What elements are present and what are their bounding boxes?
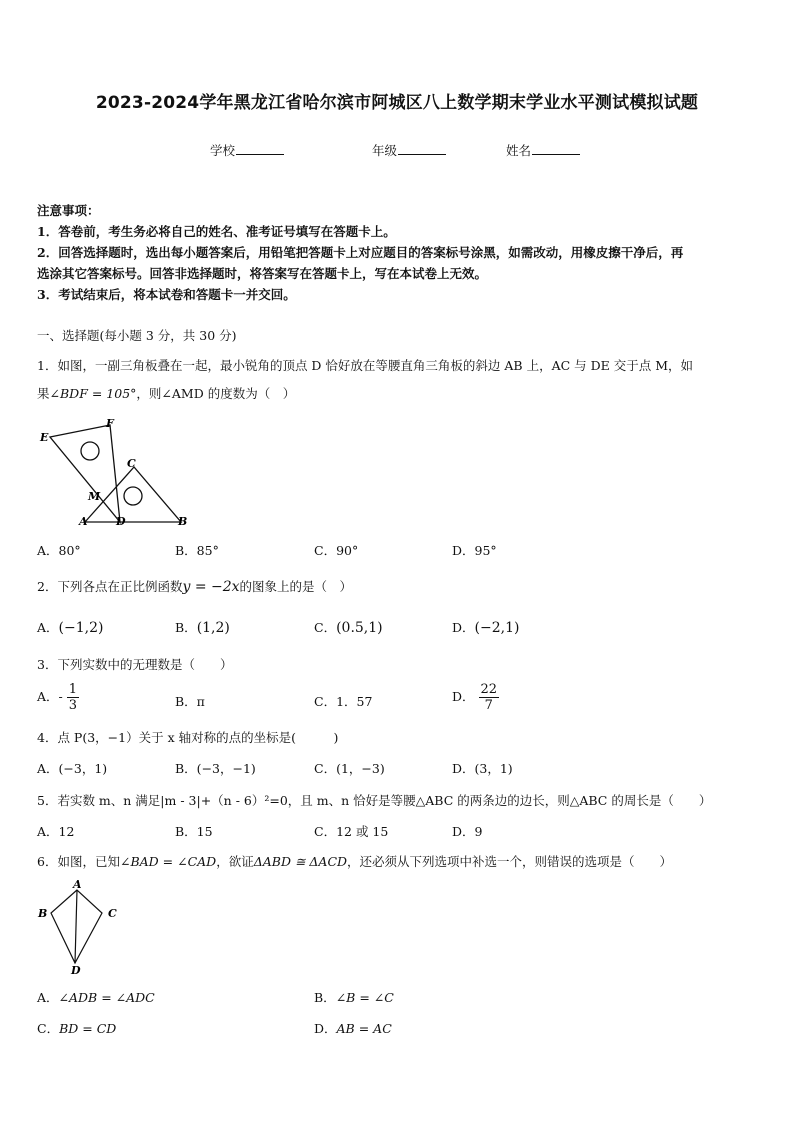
kite-label-d: D [71, 964, 81, 977]
question-6: 6．如图，已知∠BAD = ∠CAD，欲证ΔABD ≅ ΔACD，还必须从下列选项中补选一个，则错误的选项是（ ） [37, 854, 673, 869]
question-5: 5．若实数 m、n 满足|m - 3|+（n - 6）²=0，且 m、n 恰好是等腰△ABC 的两条边的边长，则△ABC 的周长是（ ） [37, 793, 712, 808]
kite-label-b: B [38, 907, 48, 920]
q4-option-c[interactable]: C．(1，−3) [314, 761, 385, 776]
name-blank[interactable] [532, 142, 580, 155]
q3-option-a[interactable]: A．- $\frac{1}{3}$ [37, 682, 78, 713]
label-b: B [178, 515, 188, 528]
question-3: 3．下列实数中的无理数是（ ） [37, 657, 233, 672]
q6-option-a[interactable]: A．∠ADB = ∠ADC [37, 990, 155, 1005]
notice-section [37, 200, 757, 305]
q2-math: y = −2x [182, 579, 240, 595]
question-1 [37, 352, 757, 408]
q6-math-angle: ∠BAD = ∠CAD [119, 854, 217, 869]
q2-option-c[interactable]: C．(0.5,1) [314, 620, 383, 636]
school-label: 学校 [210, 143, 236, 158]
q3-option-b[interactable]: B．π [175, 694, 205, 709]
q5-option-d[interactable]: D．9 [452, 824, 483, 839]
question-2: 2．下列各点在正比例函数y = −2x的图象上的是（ ） [37, 579, 353, 595]
q2-option-d[interactable]: D．(−2,1) [452, 620, 520, 636]
notice-item: 2．回答选择题时，选出每小题答案后，用铅笔把答题卡上对应题目的答案标号涂黑，如需改动，用橡皮擦干净后，再 [37, 245, 684, 260]
q1-stem-line1: 1．如图，一副三角板叠在一起，最小锐角的顶点 D 恰好放在等腰直角三角板的斜边 AB 上，AC 与 DE 交于点 M，如 [37, 358, 694, 373]
q6-math-congruence: ΔABD ≅ ΔACD [253, 854, 348, 869]
q5-option-a[interactable]: A．12 [37, 824, 75, 839]
q1-triangle-figure [36, 418, 196, 530]
notice-item: 3．考试结束后，将本试卷和答题卡一并交回。 [37, 287, 296, 302]
grade-label: 年级 [372, 143, 398, 158]
fraction-22-7: $\frac{22}{7}$ [480, 682, 498, 713]
q5-option-c[interactable]: C．12 或 15 [314, 824, 389, 839]
notice-item: 选涂其它答案标号。回答非选择题时，将答案写在答题卡上，写在本试卷上无效。 [37, 266, 488, 281]
q3-option-d[interactable]: D． $\frac{22}{7}$ [452, 682, 498, 713]
notice-heading: 注意事项： [37, 203, 100, 218]
q2-option-b[interactable]: B．(1,2) [175, 620, 230, 636]
section-heading: 一、选择题(每小题 3 分，共 30 分) [37, 328, 237, 343]
q6-option-b[interactable]: B．∠B = ∠C [314, 990, 394, 1005]
name-field [506, 141, 580, 159]
q6-option-d[interactable]: D．AB = AC [314, 1021, 392, 1036]
q1-math: ∠BDF = 105° [49, 386, 137, 401]
q3-option-c[interactable]: C．1．57 [314, 694, 373, 709]
kite-label-a: A [73, 878, 82, 891]
school-blank[interactable] [236, 142, 284, 155]
q4-option-a[interactable]: A．(−3，1) [37, 761, 108, 776]
question-4: 4．点 P(3，−1）关于 x 轴对称的点的坐标是( ) [37, 730, 339, 745]
q4-option-d[interactable]: D．(3，1) [452, 761, 513, 776]
q6-kite-figure [36, 878, 126, 978]
q2-option-a[interactable]: A．(−1,2) [37, 620, 104, 636]
q1-option-c[interactable]: C．90° [314, 543, 359, 558]
q1-stem-line2: 果∠BDF = 105°，则∠AMD 的度数为（ ） [37, 386, 296, 401]
label-a: A [79, 515, 88, 528]
q4-option-b[interactable]: B．(−3，−1) [175, 761, 256, 776]
kite-diagonal-ad [75, 890, 77, 963]
page-title: 2023-2024学年黑龙江省哈尔滨市阿城区八上数学期末学业水平测试模拟试题 [95, 93, 699, 113]
q1-option-a[interactable]: A．80° [37, 543, 81, 558]
grade-blank[interactable] [398, 142, 446, 155]
notice-item: 1．答卷前，考生务必将自己的姓名、准考证号填写在答题卡上。 [37, 224, 396, 239]
q1-option-d[interactable]: D．95° [452, 543, 497, 558]
label-f: F [106, 418, 114, 430]
triangle-edf [50, 425, 120, 522]
label-d: D [116, 515, 126, 528]
q6-option-c[interactable]: C．BD = CD [37, 1021, 117, 1036]
q5-option-b[interactable]: B．15 [175, 824, 213, 839]
q1-option-b[interactable]: B．85° [175, 543, 219, 558]
label-c: C [127, 457, 136, 470]
label-m: M [88, 490, 101, 503]
school-field [210, 141, 284, 159]
grade-field [372, 141, 446, 159]
name-label: 姓名 [506, 143, 532, 158]
triangle-hole-upper [81, 442, 99, 460]
kite-label-c: C [108, 907, 117, 920]
label-e: E [40, 431, 49, 444]
fraction-one-third: $\frac{1}{3}$ [68, 682, 78, 713]
triangle-hole-lower [124, 487, 142, 505]
